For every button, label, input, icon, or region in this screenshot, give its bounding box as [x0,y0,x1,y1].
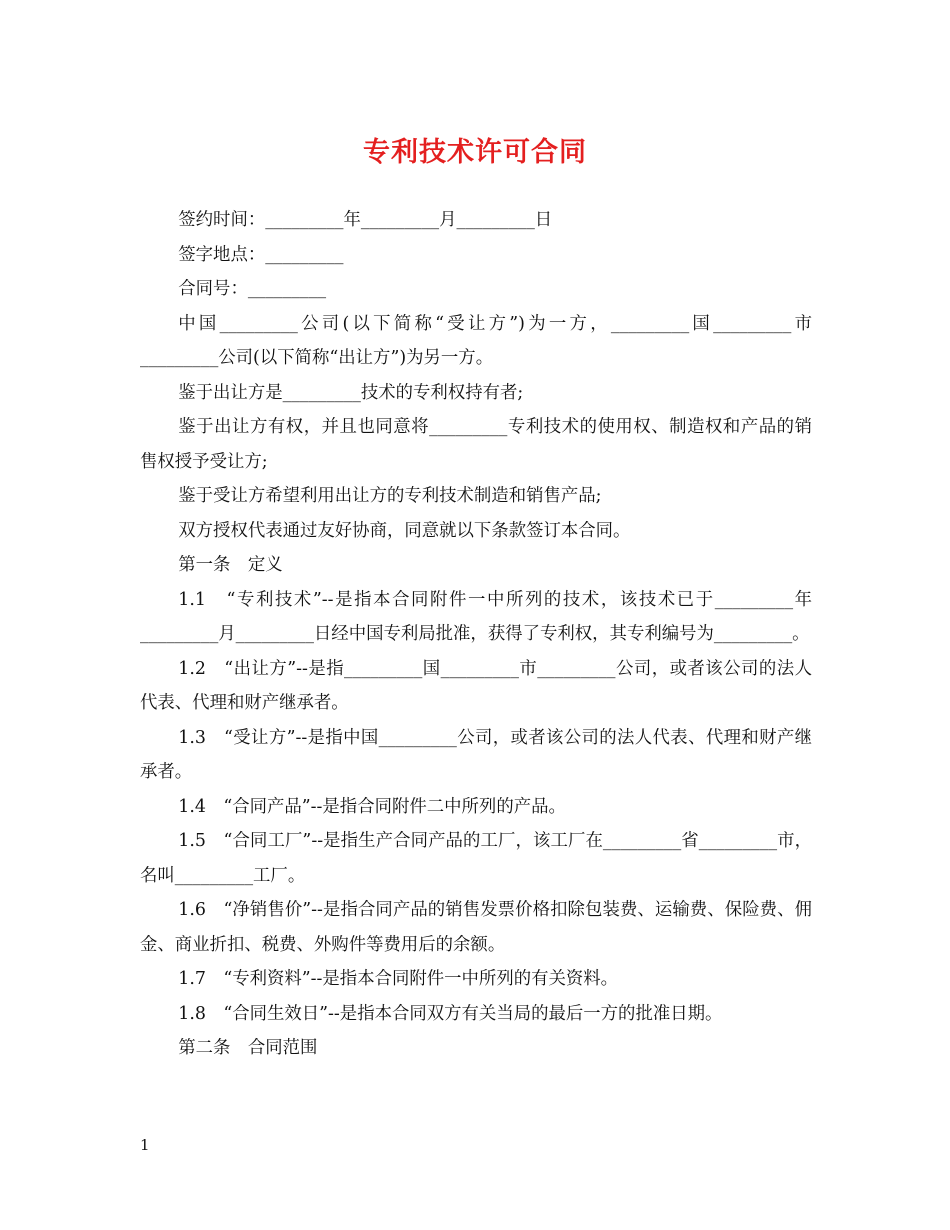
article-1-heading: 第一条 定义 [178,555,283,575]
clause-1-3: 1.3 “受让方”--是指中国_________公司，或者该公司的法人代表、代理和财产继承者。 [140,727,812,782]
clause-1-2: 1.2 “出让方”--是指_________国_________市_________公司，或者该公司的法人代表、代理和财产继承者。 [140,658,812,713]
paragraph-signing-place: 签字地点：_________ [178,244,344,265]
clause-1-5: 1.5 “合同工厂”--是指生产合同产品的工厂，该工厂在_________省_________市，名叫_________工厂。 [140,831,812,886]
clause-1-1: 1.1 “专利技术”--是指本合同附件一中所列的技术，该技术已于_________年_________月_________日经中国专利局批准，获得了专利权，其专利编号为_________。 [140,589,812,644]
clause-1-8: 1.8 “合同生效日”--是指本合同双方有关当局的最后一方的批准日期。 [178,1003,723,1024]
clause-1-7: 1.7 “专利资料”--是指本合同附件一中所列的有关资料。 [178,969,619,989]
clause-1-4: 1.4 “合同产品”--是指合同附件二中所列的产品。 [178,796,566,817]
document-title: 专利技术许可合同 [363,137,587,168]
document-body [140,203,812,1066]
paragraph-contract-number: 合同号：_________ [178,279,327,299]
paragraph-whereas-1: 鉴于出让方是_________技术的专利权持有者; [178,382,524,403]
article-2-heading: 第二条 合同范围 [178,1038,318,1058]
page-number: 1 [140,1136,150,1154]
paragraph-agreement: 双方授权代表通过友好协商，同意就以下条款签订本合同。 [178,520,631,541]
clause-1-6: 1.6 “净销售价”--是指合同产品的销售发票价格扣除包装费、运输费、保险费、佣金、商业折扣、税费、外购件等费用后的余额。 [140,900,812,955]
paragraph-signing-time: 签约时间：_________年_________月_________日 [178,210,553,230]
paragraph-whereas-2: 鉴于出让方有权，并且也同意将_________专利技术的使用权、制造权和产品的销售权授予受让方; [140,417,812,472]
paragraph-whereas-3: 鉴于受让方希望利用出让方的专利技术制造和销售产品; [178,486,602,506]
paragraph-parties: 中国_________公司(以下简称“受让方”)为一方，_________国_________市_________公司(以下简称“出让方”)为另一方。 [140,313,812,368]
